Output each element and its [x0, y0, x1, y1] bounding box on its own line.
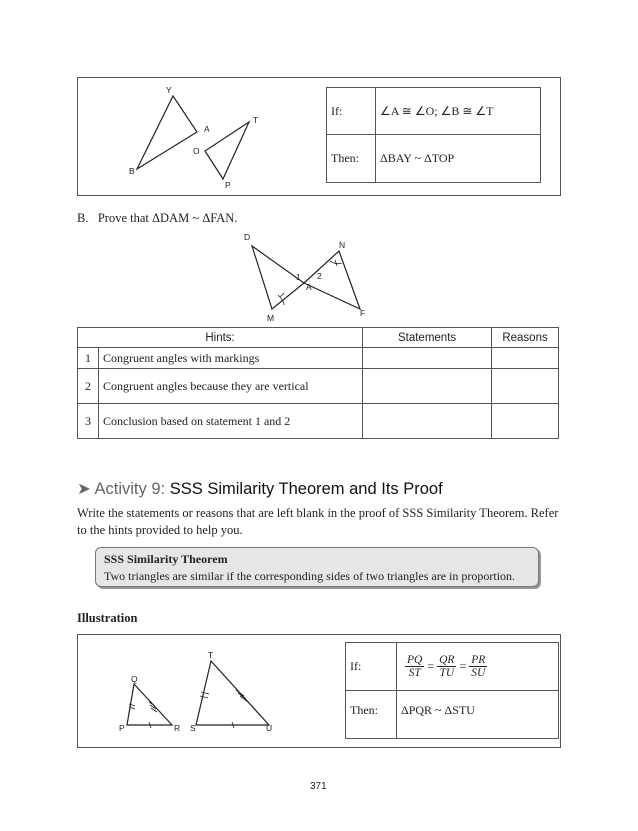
label-P-illus: P — [119, 723, 125, 733]
equals-sign: = — [427, 659, 435, 673]
page-number: 371 — [310, 781, 327, 792]
row-hint: Conclusion based on statement 1 and 2 — [99, 404, 363, 439]
table-row — [78, 348, 559, 369]
triangle-top — [205, 122, 249, 179]
then-label: Then: — [327, 135, 376, 183]
arrow-icon: ➤ — [77, 480, 91, 498]
row-number: 1 — [78, 348, 99, 369]
fraction-qr-tu: $\frac{QR}{TU}$ — [439, 654, 455, 679]
label-M: M — [267, 313, 275, 323]
reason-cell[interactable] — [492, 369, 559, 404]
triangle-pqr — [127, 684, 172, 725]
then-value: ΔBAY ~ ΔTOP — [376, 135, 541, 183]
statement-cell[interactable] — [363, 369, 492, 404]
row-hint: Congruent angles because they are vertical — [99, 369, 363, 404]
top-if-then-table — [326, 87, 541, 183]
table-row — [78, 369, 559, 404]
fraction-pq-st: $\frac{PQ}{ST}$ — [407, 654, 423, 679]
row-number: 2 — [78, 369, 99, 404]
label-T: T — [253, 115, 259, 125]
reason-cell[interactable] — [492, 404, 559, 439]
bowtie-triangles-figure — [240, 235, 370, 325]
illus-then-value: ΔPQR ~ ΔSTU — [397, 691, 559, 739]
sss-triangles-figure — [77, 634, 297, 746]
activity-heading — [77, 479, 443, 499]
row-number: 3 — [78, 404, 99, 439]
part-b-prompt: B. Prove that ΔDAM ~ ΔFAN. — [77, 211, 238, 225]
label-angle-2: 2 — [317, 271, 322, 281]
header-hints: Hints: — [78, 328, 363, 348]
label-F: F — [360, 308, 366, 318]
label-D: D — [244, 232, 251, 242]
triangle-bay — [137, 96, 197, 169]
header-reasons: Reasons — [492, 328, 559, 348]
label-A-center: A — [306, 282, 312, 292]
theorem-title: SSS Similarity Theorem — [104, 552, 228, 566]
fraction-pr-su: $\frac{PR}{SU}$ — [471, 654, 486, 679]
proportion-cell — [397, 643, 559, 691]
activity-title: SSS Similarity Theorem and Its Proof — [169, 480, 443, 498]
label-S: S — [190, 723, 196, 733]
statement-cell[interactable] — [363, 348, 492, 369]
label-angle-1: 1 — [296, 272, 301, 282]
label-B: B — [129, 166, 135, 176]
label-N: N — [339, 240, 346, 250]
top-triangles-figure — [77, 77, 317, 194]
activity-prefix: Activity 9: — [94, 480, 166, 498]
if-label: If: — [327, 88, 376, 135]
if-value: ∠A ≅ ∠O; ∠B ≅ ∠T — [376, 88, 541, 135]
label-R: R — [174, 723, 181, 733]
reason-cell[interactable] — [492, 348, 559, 369]
illus-then-label: Then: — [346, 691, 397, 739]
label-P: P — [225, 180, 231, 190]
label-U: U — [266, 723, 273, 733]
label-Q: Q — [131, 674, 138, 684]
table-row — [78, 404, 559, 439]
illus-if-label: If: — [346, 643, 397, 691]
equals-sign: = — [459, 659, 467, 673]
label-A: A — [204, 124, 210, 134]
triangle-stu — [196, 661, 269, 725]
label-Y: Y — [166, 85, 172, 95]
proof-table — [77, 327, 559, 439]
illustration-if-then-table — [345, 642, 559, 739]
row-hint: Congruent angles with markings — [99, 348, 363, 369]
activity-instructions: Write the statements or reasons that are left blank in the proof of SSS Similarity Theorem. Refer to the hints provided to help you. — [77, 506, 559, 537]
triangle-fan — [304, 251, 360, 309]
label-T-illus: T — [208, 650, 214, 660]
statement-cell[interactable] — [363, 404, 492, 439]
illustration-heading: Illustration — [77, 611, 138, 625]
label-O: O — [193, 146, 200, 156]
header-statements: Statements — [363, 328, 492, 348]
theorem-box — [95, 547, 539, 587]
theorem-text: Two triangles are similar if the corresponding sides of two triangles are in proportion. — [104, 569, 516, 583]
